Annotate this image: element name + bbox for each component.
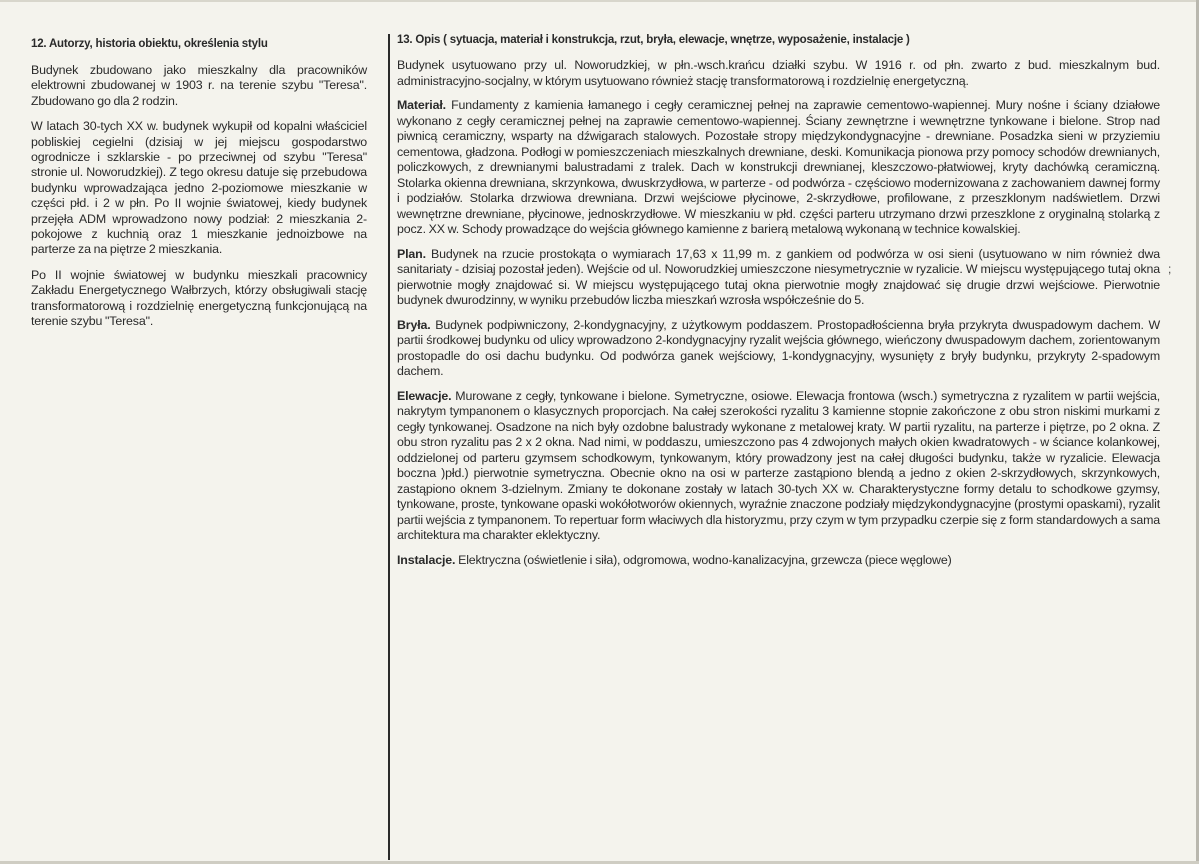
plan-label: Plan. <box>397 246 426 261</box>
history-paragraph-3: Po II wojnie światowej w budynku mieszkali pracownicy Zakładu Energetycznego Wałbrzych, którzy obsługiwali stację transformatorową i rozdzielnię energetyczną funkcjonującą na terenie szybu "Teresa". <box>31 267 367 329</box>
massing-text: Budynek podpiwniczony, 2-kondygnacyjny, z użytkowym poddaszem. Prostopadłościenna bryła przykryta dwuspadowym dachem. W partii środkowej budynku od ulicy wprowadzono 2-kondygnacyjny ryzalit wejścia głównego, wieńczony dwuspadowym dachem, zorientowanym prostopadle do osi dachu budynku. Od podwórza ganek wejściowy, 1-kondygnacyjny, wysunięty z bryły budynku, przykryty 2-spadowym dachem. <box>397 317 1160 378</box>
material-paragraph <box>397 98 1160 238</box>
page-edge-top <box>0 0 1199 2</box>
plan-text: Budynek na rzucie prostokąta o wymiarach 17,63 x 11,99 m. z gankiem od podwórza w osi sieni (usytuowano w nim również dwa sanitariaty - dzisiaj pozostał jeden). Wejście od ul. Noworudzkiej umieszczone niesymetrycznie w ryzalicie. W miejscu występującego tutaj okna pierwotnie mogły znajdować si. W miejscu występującego tutaj okna pierwotnie mogły znajdować się drugie drzwi wejściowe. Pierwotnie budynek dwurodzinny, w wyniku przebudów liczba mieszkań wzrosła współcześnie do 5. <box>397 246 1160 307</box>
section-12-heading: 12. Autorzy, historia obiektu, określenia stylu <box>31 38 268 50</box>
history-paragraph-1: Budynek zbudowano jako mieszkalny dla pracowników elektrowni zbudowanej w 1903 r. na terenie szybu "Teresa". Zbudowano go dla 2 rodzin. <box>31 63 367 108</box>
history-paragraph-2: W latach 30-tych XX w. budynek wykupił od kopalni właściciel pobliskiej cegielni (dzisiaj w jej miejscu gospodarstwo ogrodnicze i szklarskie - po przeciwnej od szybu "Teresa" stronie ul. Noworudzkiej). Z tego okresu datuje się przebudowa budynku wprowadzająca jedno 2-poziomowe mieszkanie w części płd. i 2 w płn. Po II wojnie światowej, kiedy budynek przejęła ADM wprowadzono nowy podział: 2 mieszkania 2-pokojowe z kuchnią oraz 1 mieszkanie jednoizbowe na parterze za na piętrze 2 mieszkania. <box>31 119 367 257</box>
plan-paragraph <box>397 247 1160 309</box>
elevations-paragraph <box>397 389 1160 544</box>
material-label: Materiał. <box>397 98 446 112</box>
column-divider <box>388 34 390 860</box>
massing-label: Bryła. <box>397 317 431 332</box>
elevations-label: Elewacje. <box>397 388 452 403</box>
section-13-heading: 13. Opis ( sytuacja, materiał i konstrukcja, rzut, bryła, elewacje, wnętrze, wyposażenie, instalacje ) <box>397 34 910 46</box>
installations-paragraph <box>397 553 1160 569</box>
intro-paragraph: Budynek usytuowano przy ul. Noworudzkiej, w płn.-wsch.krańcu działki szybu. W 1916 r. od płn. zwarto z bud. mieszkalnym bud. administracyjno-socjalny, w którym usytuowano również stację transformatorową i rozdzielnię energetyczną. <box>397 58 1160 88</box>
installations-text: Elektryczna (oświetlenie i siła), odgromowa, wodno-kanalizacyjna, grzewcza (piece węglowe) <box>455 552 952 567</box>
massing-paragraph <box>397 318 1160 380</box>
left-column <box>31 38 367 340</box>
right-column <box>397 34 1160 577</box>
margin-mark: ; <box>1168 262 1172 276</box>
material-text: Fundamenty z kamienia łamanego i cegły ceramicznej pełnej na zaprawie cementowo-wapiennej. Mury nośne i ściany działowe wykonano z cegły ceramicznej pełnej na zaprawie cementowo-wapiennej. Ściany zewnętrzne i wewnętrzne tynkowane i bielone. Strop nad piwnicą ceramiczny, wsparty na dźwigarach stalowych. Pozostałe stropy międzykondygnacyjne - drewniane. Posadzka sieni w przyziemiu cementowa, gładzona. Podłogi w pomieszczeniach mieszkalnych drewniane, deski. Komunikacja pionowa przy pomocy schodów drewnianych, policzkowych, z drewnianymi balustradami z tralek. Dach w konstrukcji drewnianej, kleszczowo-płatwiowej, kryty dachówką ceramiczną. Stolarka okienna drewniana, skrzynkowa, dwuskrzydłowa, w parterze - od podwórza - częściowo modernizowana z zachowaniem dawnej formy i podziałów. Stolarka drzwiowa drewniana. Drzwi wejściowe płycinowe, 2-skrzydłowe, profilowane, z przeszklonym nadświetlem. Drzwi wewnętrzne drewniane, płycinowe, jednoskrzydłowe. W mieszkaniu w płd. części parteru utrzymano drzwi przeszklone z oryginalną stolarką z pocz. XX w. Schody prowadzące do wejścia głównego kamienne z barierą metalową wykonaną w technice kowalskiej. <box>397 98 1160 236</box>
elevations-text: Murowane z cegły, tynkowane i bielone. Symetryczne, osiowe. Elewacja frontowa (wsch.) symetryczna z ryzalitem w partii wejścia, nakrytym tympanonem o klasycznych proporcjach. Na całej szerokości ryzalitu 3 kamienne stopnie zakończone z obu stron niskimi murkami z cegły tynkowanej. Osadzone na nich były ozdobne balustrady wykonane z metalowej kraty. W partii ryzalitu, na parterze i piętrze, po 2 okna. Z obu stron ryzalitu pas 2 x 2 okna. Nad nimi, w poddaszu, umieszczono pas 4 zdwojonych małych okien kwadratowych - w ściance kolankowej, oddzielonej od parteru gzymsem schodkowym, tynkowanym, który prowadzony jest na całej długości budynku, także w ryzalicie. Elewacja boczna )płd.) pierwotnie symetryczna. Obecnie okno na osi w parterze zastąpiono blendą a jedno z okien 2-skrzydłowych, skrzynkowych, zastąpiono oknem 3-dzielnym. Zmiany te dokonane zostały w latach 30-tych XX w. Charakterystyczne formy detalu to schodkowe gzymsy, tynkowane, proste, tynkowane opaski wokółotworów okiennych, wyraźnie znaczone podziały międzykondygnacyjne (prostymi opaskami), ryzalit partii wejścia z tympanonem. To repertuar form właciwych dla historyzmu, przy czym w tym przypadku czerpie się z form standardowych a sama architektura ma charakter eklektyczny. <box>397 388 1160 542</box>
installations-label: Instalacje. <box>397 552 456 567</box>
